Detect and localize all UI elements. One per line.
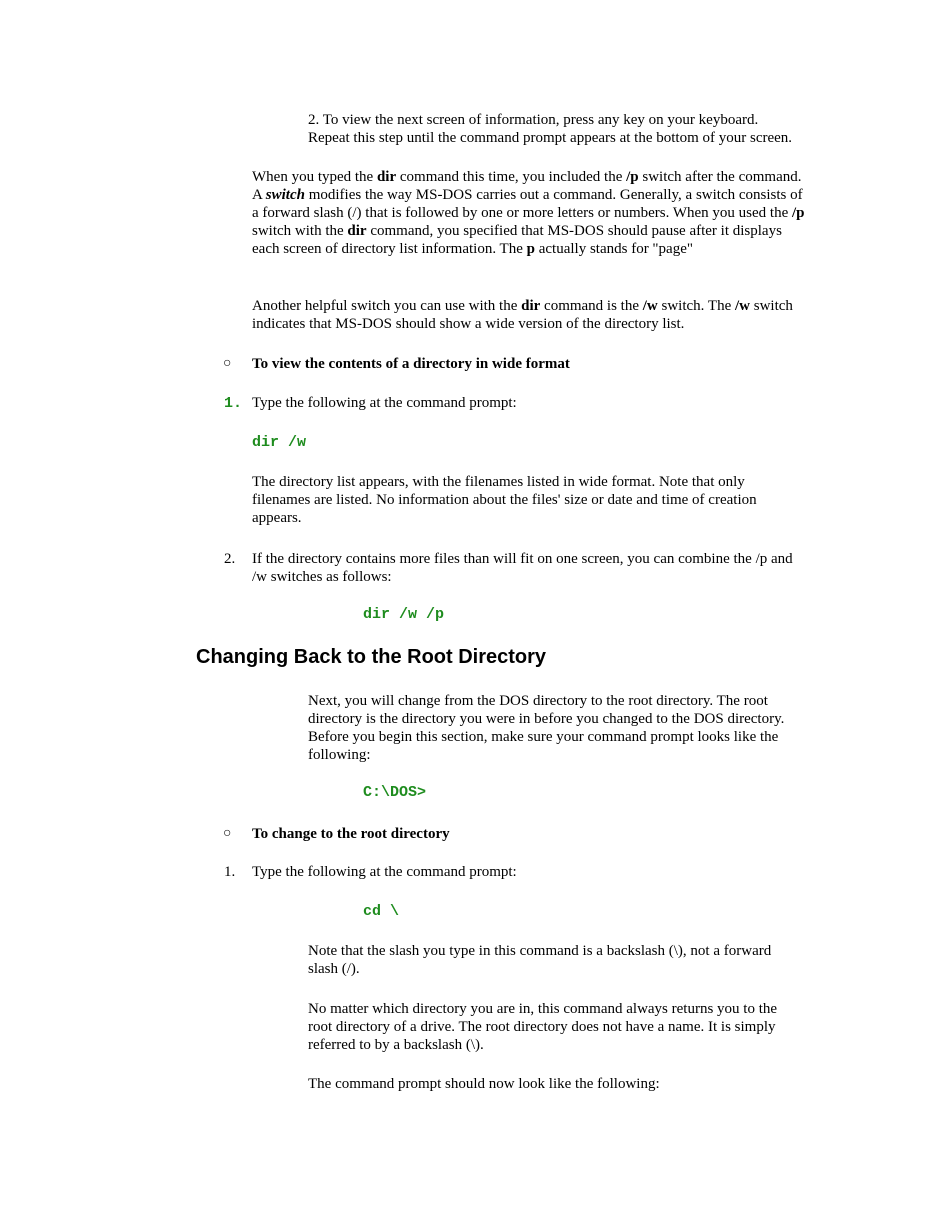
- paragraph-directory-list: The directory list appears, with the filenames listed in wide format. Note that only filenames are listed. No information about the files' size or date and time of creation appears.: [252, 474, 757, 526]
- step-number: 2.: [224, 551, 236, 567]
- paragraph-backslash-note: Note that the slash you type in this command is a backslash (\), not a forward slash (/).: [308, 943, 772, 977]
- step-2-view-next-screen: [308, 111, 828, 147]
- step-text-line1: To view the next screen of information, press any key on your keyboard.: [322, 112, 759, 128]
- code-dir-w-p: dir /w /p: [363, 606, 445, 623]
- step-text: Type the following at the command prompt:: [252, 864, 517, 880]
- section-heading: Changing Back to the Root Directory: [196, 646, 547, 668]
- bullet-circle-icon: ○: [223, 826, 232, 841]
- paragraph-root-explanation: No matter which directory you are in, this command always returns you to the root directory of a drive. The root directory does not have a name. It is simply referred to by a backslash (\).: [308, 1001, 778, 1053]
- step-number: 1.: [224, 395, 243, 412]
- step-number: 1.: [224, 864, 236, 880]
- step-number: 2.: [308, 112, 320, 128]
- paragraph-wide-switch: Another helpful switch you can use with the dir command is the /w switch. The /w switch indicates that MS-DOS should show a wide version of the directory list.: [252, 298, 793, 332]
- paragraph-prompt-look: The command prompt should now look like the following:: [308, 1076, 660, 1092]
- code-dir-w: dir /w: [252, 434, 307, 451]
- step-text: If the directory contains more files than will fit on one screen, you can combine the /p and /w switches as follows:: [252, 551, 793, 585]
- code-dos-prompt: C:\DOS>: [363, 784, 427, 801]
- bullet-circle-icon: ○: [223, 356, 232, 371]
- procedure-title-wide-format: To view the contents of a directory in wide format: [252, 356, 570, 372]
- procedure-title-root-directory: To change to the root directory: [252, 826, 450, 842]
- step-text-line2: Repeat this step until the command prompt appears at the bottom of your screen.: [308, 130, 793, 146]
- paragraph-switch-explanation: When you typed the dir command this time, you included the /p switch after the command. A switch modifies the way MS-DOS carries out a command. Generally, a switch consists of a forward slash (/) that is followed by one or more letters or numbers. When you used the /p switch with the dir command, you specified that MS-DOS should pause after it displays each screen of directory list information. The p actually stands for "page": [252, 169, 805, 257]
- step-text: Type the following at the command prompt:: [252, 395, 517, 411]
- paragraph-change-to-root: Next, you will change from the DOS directory to the root directory. The root directory is the directory you were in before you changed to the DOS directory. Before you begin this section, make sure your command prompt looks like the following:: [308, 693, 785, 763]
- code-cd-backslash: cd \: [363, 903, 400, 920]
